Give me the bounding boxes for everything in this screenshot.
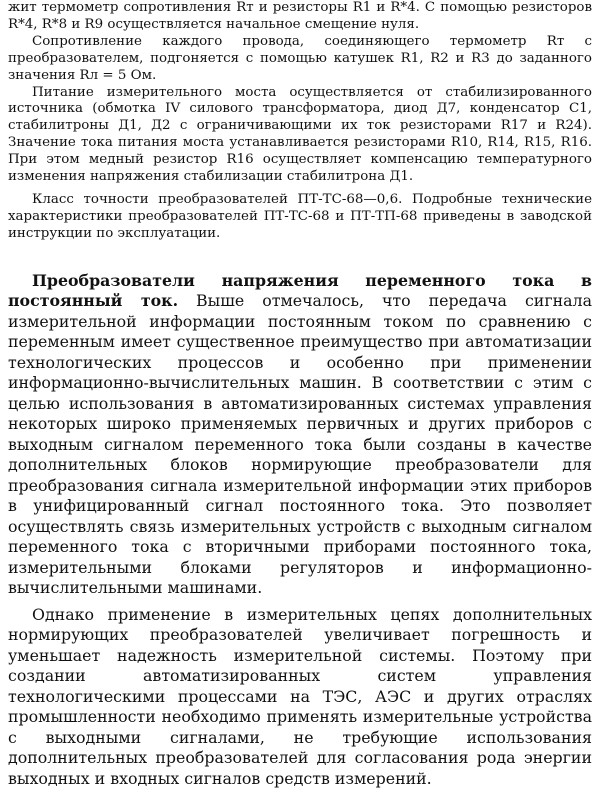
paragraph-section-intro bbox=[8, 271, 592, 599]
section-heading: Преобразователи напряжения переменного тока в постоянный ток. bbox=[8, 270, 592, 311]
paragraph-accuracy-class: Класс точности преобразователей ПТ-ТС-68—0,6. Подробные технические характеристики преобразователей ПТ-ТС-68 и ПТ-ТП-68 приведены в заводской инструкции по эксплуатации. bbox=[8, 191, 592, 241]
ac-dc-converters-section bbox=[8, 271, 592, 789]
section-intro-text: Выше отмечалось, что передача сигнала измерительной информации постоянным током по сравнению с переменным имеет существенное преимущество при автоматизации технологических процессов и особенно при применении информационно-вычислительных машин. В соответствии с этим с целью использования в автоматизированных системах управления некоторых широко применяемых первичных и других приборов с выходным сигналом переменного тока были созданы в качестве дополнительных блоков нормирующие преобразователи для преобразования сигнала измерительной информации этих приборов в унифицированный сигнал постоянного тока. Это позволяет осуществлять связь измерительных устройств с выходным сигналом переменного тока с вторичными приборами постоянного тока, измерительными блоками регуляторов и информационно-вычислительными машинами. bbox=[8, 291, 592, 598]
paragraph-zero-offset: жит термометр сопротивления Rт и резисторы R1 и R*4. С помощью резисторов R*4, R*8 и R9 осуществляется начальное смещение нуля. bbox=[8, 0, 592, 32]
instrument-description bbox=[8, 0, 592, 243]
paragraph-reliability: Однако применение в измерительных цепях дополнительных нормирующих преобразователей увеличивает погрешность и уменьшает надежность измерительной системы. Поэтому при создании автоматизированных систем управления технологическими процессами на ТЭС, АЭС и других отраслях промышленности необходимо применять измерительные устройства с выходными сигналами, не требующие использования дополнительных преобразователей для согласования рода энергии выходных и входных сигналов средств измерений. bbox=[8, 604, 592, 788]
paragraph-bridge-power: Питание измерительного моста осуществляется от стабилизированного источника (обмотка IV силового трансформатора, диод Д7, конденсатор С1, стабилитроны Д1, Д2 с ограничивающими их ток резисторами R17 и R24). Значение тока питания моста устанавливается резисторами R10, R14, R15, R16. При этом медный резистор R16 осуществляет компенсацию температурного изменения напряжения стабилизации стабилитрона Д1. bbox=[8, 84, 592, 185]
paragraph-wire-resistance: Сопротивление каждого провода, соединяющего термометр Rт с преобразователем, подгоняется с помощью катушек R1, R2 и R3 до заданного значения Rл = 5 Ом. bbox=[8, 33, 592, 83]
